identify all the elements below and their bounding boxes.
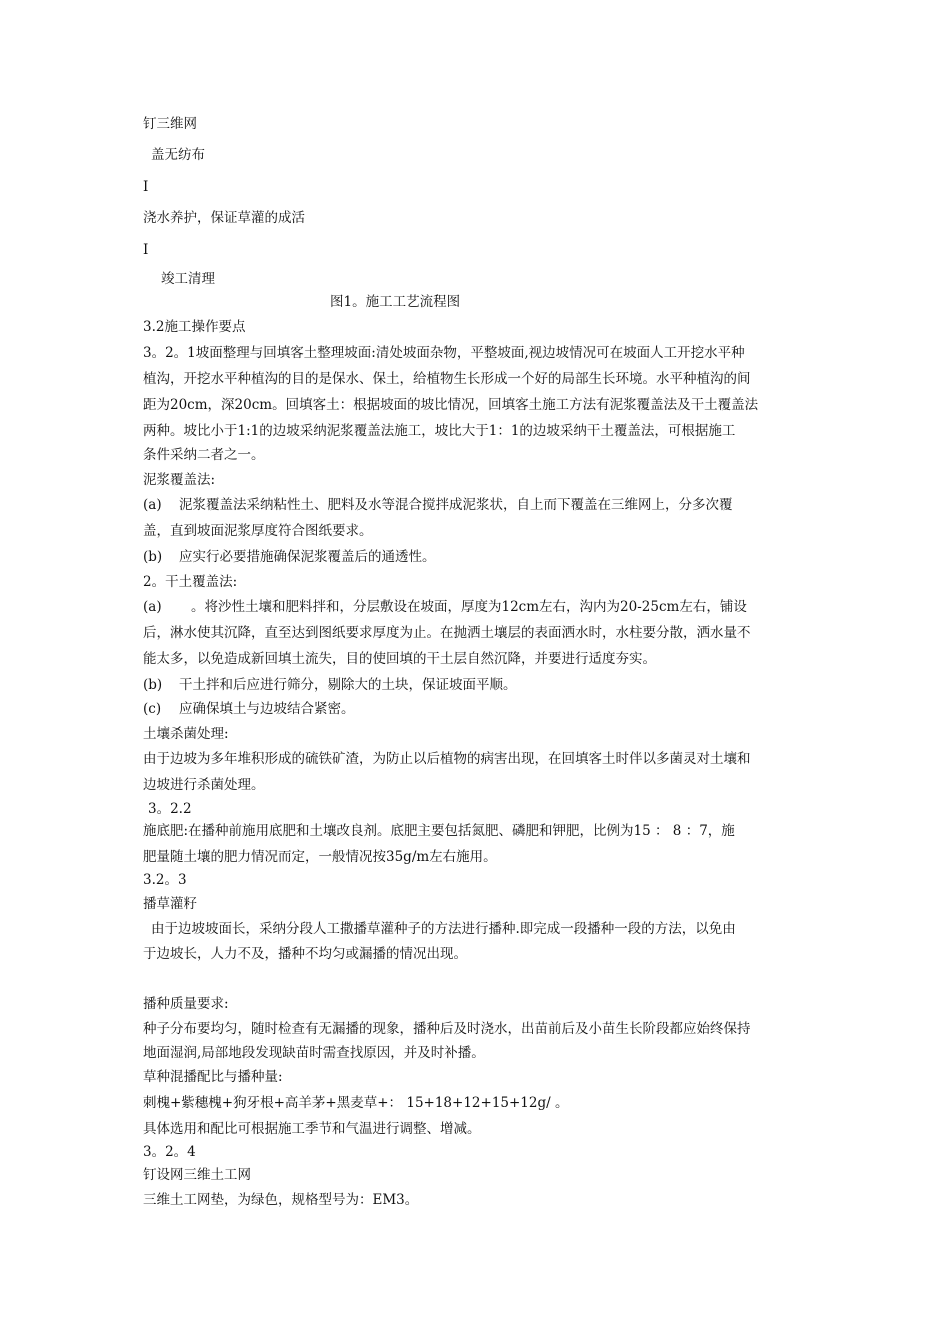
section-number: 3.2。3 [143,872,187,888]
list-label: (b) [143,549,163,565]
paragraph-line: 后，淋水使其沉降，直至达到图纸要求厚度为止。在抛洒土壤层的表面洒水时，水柱要分散，洒水量不 [143,625,751,641]
section-title: 钉设网三维土工网 [143,1167,251,1183]
flow-arrow: I [143,242,149,258]
paragraph-line: 由于边坡坡面长，采纳分段人工撒播草灌种子的方法进行播种.即完成一段播种一段的方法，以免由 [151,921,736,937]
list-label: (a) [143,599,162,615]
paragraph-line: 于边坡长，人力不及，播种不均匀或漏播的情况出现。 [143,946,467,962]
list-text: 干土拌和后应进行筛分，剔除大的土块，保证坡面平顺。 [179,677,517,693]
list-label: (c) [143,701,162,717]
list-item [143,496,733,514]
list-item [143,548,436,566]
list-text: 应实行必要措施确保泥浆覆盖后的通透性。 [179,549,436,565]
subsection-heading: 土壤杀菌处理: [143,726,229,742]
flow-step-completion-cleanup: 竣工清理 [161,271,215,287]
list-item [143,598,747,616]
paragraph-line: 具体选用和配比可根据施工季节和气温进行调整、增减。 [143,1121,481,1137]
flow-step-watering: 浇水养护，保证草灌的成活 [143,210,305,226]
paragraph-line: 地面湿润,局部地段发现缺苗时需查找原因，并及时补播。 [143,1045,485,1061]
section-heading: 3.2施工操作要点 [143,319,246,335]
section-number: 3。2。4 [143,1144,196,1160]
paragraph-line: 刺槐+紫穗槐+狗牙根+高羊茅+黑麦草+： 15+18+12+15+12g/ 。 [143,1095,569,1111]
list-text: 泥浆覆盖法采纳粘性土、肥料及水等混合搅拌成泥浆状，自上而下覆盖在三维网上，分多次覆 [179,497,733,513]
paragraph-line: 由于边坡为多年堆积形成的硫铁矿渣，为防止以后植物的病害出现，在回填客土时伴以多菌灵对土壤和 [143,751,751,767]
paragraph-line: 条件采纳二者之一。 [143,447,265,463]
paragraph-line: 距为20cm，深20cm。回填客土：根据坡面的坡比情况，回填客土施工方法有泥浆覆盖法及干土覆盖法 [143,397,759,413]
paragraph-line: 能太多，以免造成新回填土流失，目的使回填的干土层自然沉降，并要进行适度夯实。 [143,651,656,667]
flow-step-cover-nonwoven: 盖无纺布 [151,147,205,163]
paragraph-line: 三维土工网垫，为绿色，规格型号为：EM3。 [143,1192,419,1208]
paragraph-line: 植沟，开挖水平种植沟的目的是保水、保土，给植物生长形成一个好的局部生长环境。水平种植沟的间 [143,371,751,387]
list-label: (b) [143,677,163,693]
list-label: (a) [143,497,162,513]
section-number: 3。2.2 [148,801,192,817]
list-item [143,700,355,718]
paragraph-line: 边坡进行杀菌处理。 [143,777,265,793]
list-text: 。将沙性土壤和肥料拌和，分层敷设在坡面，厚度为12cm左右，沟内为20-25cm左右，铺设 [191,599,747,615]
subsection-heading: 播种质量要求: [143,996,229,1012]
paragraph-line: 两种。坡比小于1:1的边坡采纳泥浆覆盖法施工，坡比大于1：1的边坡采纳干土覆盖法，可根据施工 [143,423,736,439]
paragraph-line: 施底肥:在播种前施用底肥和土壤改良剂。底肥主要包括氮肥、磷肥和钾肥，比例为15 ： 8 ：7，施 [143,823,735,839]
list-item [143,676,517,694]
flow-arrow: I [143,179,149,195]
list-text: 应确保填土与边坡结合紧密。 [179,701,355,717]
paragraph-line: 肥量随土壤的肥力情况而定，一般情况按35g/m左右施用。 [143,849,497,865]
paragraph-line: 3。2。1坡面整理与回填客土整理坡面:清处坡面杂物，平整坡面,视边坡情况可在坡面人工开挖水平种 [143,345,745,361]
subsection-heading: 泥浆覆盖法: [143,472,216,488]
subsection-heading: 2。干土覆盖法: [143,574,238,590]
figure-caption: 图1。施工工艺流程图 [330,294,461,310]
paragraph-line: 种子分布要均匀，随时检查有无漏播的现象，播种后及时浇水，出苗前后及小苗生长阶段都应始终保持 [143,1021,751,1037]
paragraph-line: 盖，直到坡面泥浆厚度符合图纸要求。 [143,523,373,539]
flow-step-nail-3d-net: 钉三维网 [143,116,197,132]
subsection-heading: 草种混播配比与播种量: [143,1069,283,1085]
section-title: 播草灌籽 [143,896,197,912]
